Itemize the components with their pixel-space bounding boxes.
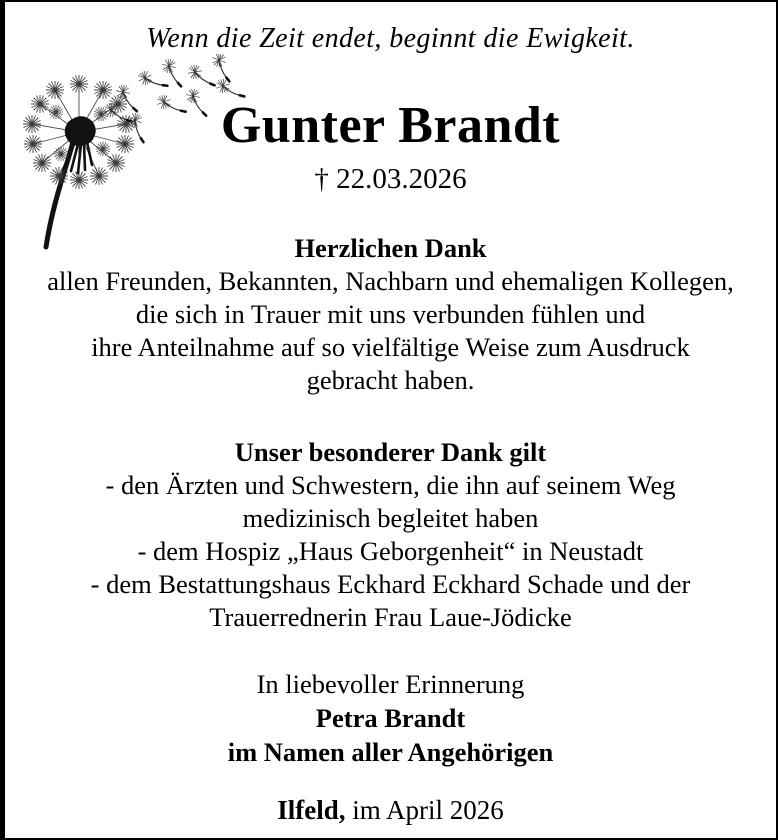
special-thanks-line-1: - den Ärzten und Schwestern, die ihn auf seinem Weg xyxy=(105,469,676,500)
thanks-line-4: gebracht haben. xyxy=(306,364,475,395)
dandelion-icon xyxy=(11,54,246,259)
thanks-line-3: ihre Anteilnahme auf so vielfältige Weise zum Ausdruck xyxy=(91,331,690,362)
closing-place: Ilfeld, xyxy=(277,794,346,825)
thanks-line-2: die sich in Trauer mit uns verbunden fühlen und xyxy=(135,298,646,329)
closing-date: im April 2026 xyxy=(345,794,504,825)
remembrance-intro: In liebevoller Erinnerung xyxy=(256,668,525,699)
on-behalf-line: im Namen aller Angehörigen xyxy=(227,736,554,767)
epigraph-quote: Wenn die Zeit endet, beginnt die Ewigkeit. xyxy=(146,23,635,54)
closing-line xyxy=(5,794,776,827)
thanks-line-1: allen Freunden, Bekannten, Nachbarn und ehemaligen Kollegen, xyxy=(47,265,734,296)
death-date: † 22.03.2026 xyxy=(314,162,467,195)
remembrance-section xyxy=(5,667,776,769)
special-thanks-line-5: Trauerrednerin Frau Laue-Jödicke xyxy=(209,601,572,632)
special-thanks-section xyxy=(5,436,776,634)
special-thanks-line-3: - dem Hospiz „Haus Geborgenheit“ in Neustadt xyxy=(137,535,644,566)
special-thanks-heading: Unser besonderer Dank gilt xyxy=(234,436,547,467)
special-thanks-line-4: - dem Bestattungshaus Eckhard Eckhard Schade und der xyxy=(90,568,691,599)
deceased-name: Gunter Brandt xyxy=(220,97,561,154)
mourner-name: Petra Brandt xyxy=(315,702,466,733)
thanks-heading: Herzlichen Dank xyxy=(294,232,487,263)
special-thanks-line-2: medizinisch begleitet haben xyxy=(242,502,539,533)
